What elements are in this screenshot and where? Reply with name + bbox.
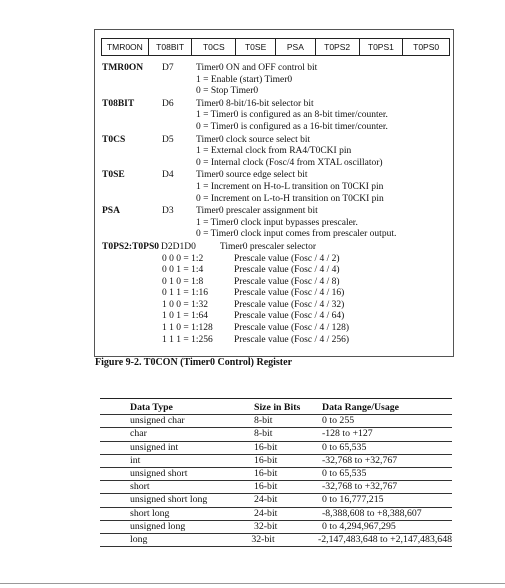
prescaler-code: 0 1 1 = 1:16 — [162, 288, 208, 299]
register-bit-cell: T0PS0 — [413, 42, 440, 52]
table-cell: 0 to 255 — [322, 415, 355, 427]
page-footer-rule — [0, 583, 505, 584]
register-field-list — [102, 63, 452, 346]
table-cell: 24-bit — [254, 507, 278, 519]
table-header-cell: Data Range/Usage — [322, 402, 400, 413]
field-description-line: Timer0 clock source select bit — [196, 134, 311, 145]
prescaler-row — [102, 323, 452, 335]
table-cell: int — [130, 454, 141, 466]
prescaler-value: Prescale value (Fosc / 4 / 128) — [234, 323, 350, 334]
prescaler-row — [102, 277, 452, 289]
table-cell: 0 to 4,294,967,295 — [322, 520, 396, 532]
register-bit-cell: T0CS — [192, 39, 236, 55]
table-cell: long — [130, 533, 148, 545]
register-field — [102, 63, 452, 98]
table-cell: -32,768 to +32,767 — [322, 481, 398, 493]
field-description-line: 0 = Internal clock (Fosc/4 from XTAL oscillator) — [196, 157, 383, 168]
prescaler-code: 1 0 0 = 1:32 — [162, 299, 208, 310]
table-row — [100, 442, 452, 455]
register-field — [102, 170, 452, 205]
prescaler-value: Prescale value (Fosc / 4 / 8) — [234, 276, 340, 287]
table-header-row — [100, 402, 452, 415]
register-bit-cell: PSA — [276, 39, 316, 55]
field-name: T0CS — [102, 134, 126, 145]
table-row — [100, 481, 452, 494]
prescaler-value: Prescale value (Fosc / 4 / 4) — [234, 265, 340, 276]
field-description-line: 0 = Timer0 is configured as a 16-bit timer/counter. — [196, 121, 388, 132]
table-row — [100, 521, 452, 534]
field-name: PSA — [102, 206, 120, 217]
field-description-line: Timer0 ON and OFF control bit — [196, 63, 318, 73]
field-name: T0SE — [102, 170, 125, 181]
table-row — [100, 468, 452, 481]
table-cell: unsigned char — [130, 415, 185, 427]
prescaler-value: Prescale value (Fosc / 4 / 64) — [234, 311, 345, 322]
prescaler-code: 1 1 0 = 1:128 — [162, 323, 213, 334]
table-header-cell: Size in Bits — [254, 402, 301, 413]
prescaler-code: 0 0 0 = 1:2 — [162, 253, 204, 264]
field-description-line: 1 = Increment on H-to-L transition on T0CKI pin — [196, 181, 384, 192]
register-bit-cell: T0SE — [236, 39, 276, 55]
table-cell: 0 to 16,777,215 — [322, 494, 384, 506]
register-field — [102, 135, 452, 170]
table-cell: unsigned int — [130, 441, 179, 453]
table-row — [100, 508, 452, 521]
prescaler-row — [102, 288, 452, 300]
field-description-line: Timer0 prescaler assignment bit — [196, 206, 318, 217]
table-cell: 32-bit — [254, 520, 278, 532]
field-description-line: Timer0 source edge select bit — [196, 170, 308, 181]
field-description-line: 1 = External clock from RA4/T0CKI pin — [196, 146, 352, 157]
table-cell: 8-bit — [254, 428, 273, 440]
prescaler-row — [102, 265, 452, 277]
table-row — [100, 428, 452, 441]
field-description-line: 0 = Increment on L-to-H transition on T0CKI pin — [196, 193, 384, 204]
table-cell: 0 to 65,535 — [322, 467, 367, 479]
data-type-table — [100, 398, 452, 547]
prescaler-row — [102, 311, 452, 323]
table-cell: -8,388,608 to +8,388,607 — [322, 507, 422, 519]
table-header-cell: Data Type — [130, 402, 173, 413]
table-row — [100, 494, 452, 507]
table-cell: short long — [130, 507, 170, 519]
field-description — [196, 170, 452, 205]
table-row — [100, 415, 452, 428]
table-cell: 32-bit — [251, 533, 275, 545]
prescaler-field-name: T0PS2:T0PS0 — [102, 241, 160, 252]
field-description — [196, 63, 452, 98]
table-row — [100, 534, 452, 547]
table-cell: 0 to 65,535 — [322, 441, 367, 453]
field-description-line: Timer0 8-bit/16-bit selector bit — [196, 98, 314, 109]
table-cell: 16-bit — [254, 467, 278, 479]
table-cell: 8-bit — [254, 415, 273, 427]
field-name: T08BIT — [102, 98, 135, 109]
field-description-line: 1 = Enable (start) Timer0 — [196, 74, 293, 85]
table-cell: 24-bit — [254, 494, 278, 506]
register-bit-cell: TMR0ON — [102, 39, 149, 55]
field-description-line: 0 = Timer0 clock input comes from prescaler output. — [196, 229, 397, 240]
table-row — [100, 455, 452, 468]
table-cell: 16-bit — [254, 481, 278, 493]
table-cell: char — [130, 428, 147, 440]
table-cell: 16-bit — [254, 441, 278, 453]
prescaler-description: Timer0 prescaler selector — [219, 241, 317, 252]
field-description-line: 0 = Stop Timer0 — [196, 86, 259, 97]
prescaler-value: Prescale value (Fosc / 4 / 32) — [234, 299, 345, 310]
table-cell: -32,768 to +32,767 — [322, 454, 398, 466]
field-description-line: 1 = Timer0 is configured as an 8-bit timer/counter. — [196, 110, 388, 121]
table-cell: unsigned short long — [130, 494, 208, 506]
prescaler-row — [102, 254, 452, 266]
table-cell: short — [130, 481, 150, 493]
prescaler-value: Prescale value (Fosc / 4 / 2) — [234, 253, 340, 264]
prescaler-row — [102, 300, 452, 312]
field-bit: D6 — [162, 98, 174, 109]
register-bit-cell: T08BIT — [149, 39, 193, 55]
table-cell: -2,147,483,648 to +2,147,483,648 — [318, 533, 452, 545]
register-bit-cell: T0PS2 — [316, 39, 360, 55]
field-name: TMR0ON — [102, 63, 144, 73]
prescaler-header — [102, 242, 452, 254]
prescaler-value: Prescale value (Fosc / 4 / 16) — [234, 288, 345, 299]
prescaler-code: 0 1 0 = 1:8 — [162, 276, 204, 287]
field-bit: D3 — [162, 206, 174, 217]
register-field — [102, 206, 452, 241]
table-cell: -128 to +127 — [322, 428, 373, 440]
prescaler-value: Prescale value (Fosc / 4 / 256) — [234, 334, 350, 345]
register-bit-cell: T0PS1 — [360, 39, 404, 55]
field-description — [196, 99, 452, 134]
prescaler-code: 1 1 1 = 1:256 — [162, 334, 213, 345]
table-cell: unsigned short — [130, 467, 188, 479]
field-description — [196, 135, 452, 170]
field-bit: D5 — [162, 134, 174, 145]
table-cell: 16-bit — [254, 454, 278, 466]
register-field — [102, 99, 452, 134]
field-description — [196, 206, 452, 241]
prescaler-code: 1 0 1 = 1:64 — [162, 311, 208, 322]
table-cell: unsigned long — [130, 520, 186, 532]
field-bit: D7 — [162, 63, 174, 73]
prescaler-bits: D2D1D0 — [161, 241, 196, 252]
field-description-line: 1 = Timer0 clock input bypasses prescaler. — [196, 217, 358, 228]
field-bit: D4 — [162, 170, 174, 181]
prescaler-code: 0 0 1 = 1:4 — [162, 265, 204, 276]
figure-caption: Figure 9-2. T0CON (Timer0 Control) Register — [95, 357, 293, 368]
register-bit-bar — [101, 38, 450, 56]
prescaler-row — [102, 335, 452, 347]
